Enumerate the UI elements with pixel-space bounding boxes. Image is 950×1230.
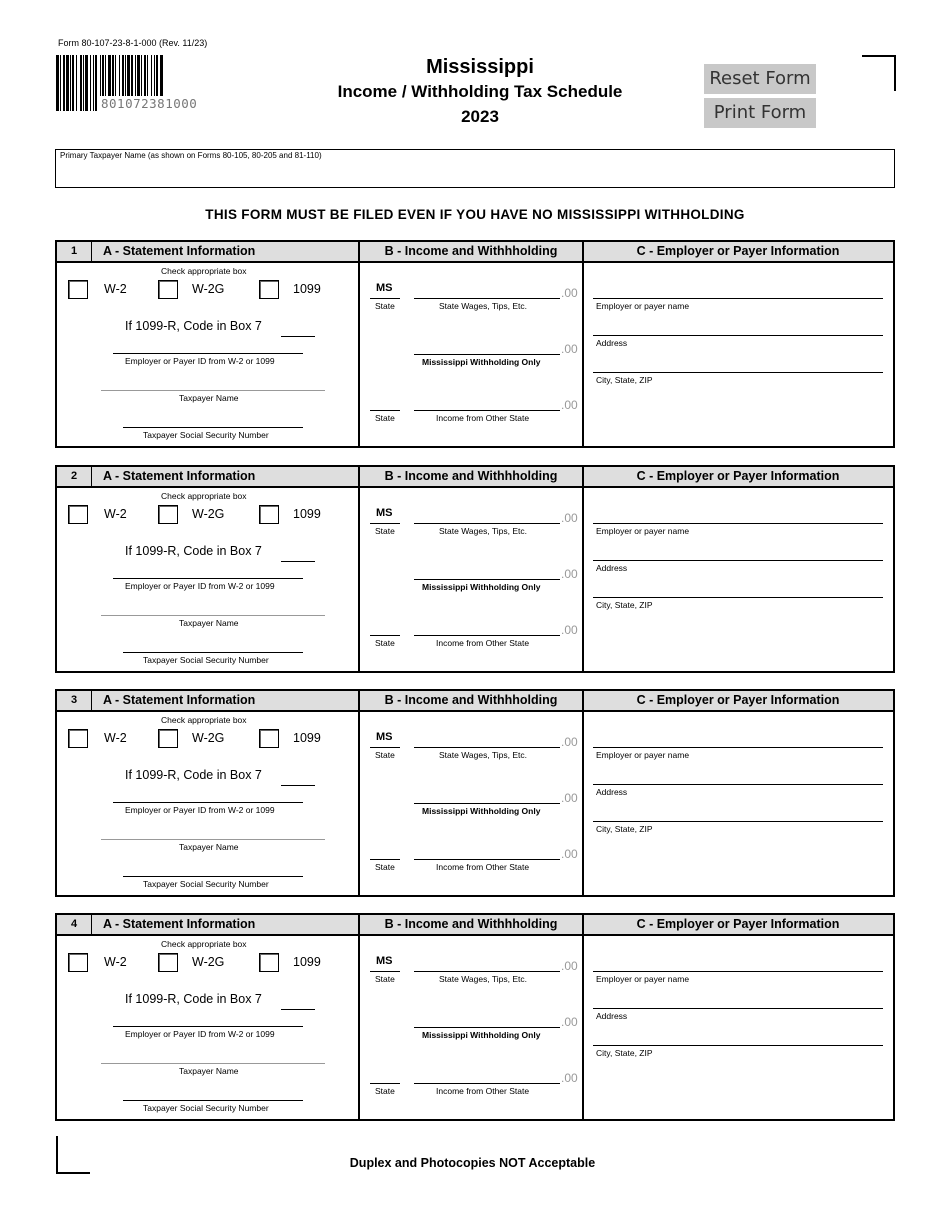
reset-form-button[interactable]: Reset Form xyxy=(704,64,816,94)
column-divider xyxy=(582,467,584,671)
1099-label: 1099 xyxy=(293,282,321,296)
other-income-label: Income from Other State xyxy=(436,413,530,423)
statement-block-3 xyxy=(55,689,895,897)
column-divider xyxy=(582,915,584,1119)
employer-name-label: Employer or payer name xyxy=(596,974,690,984)
ms-withholding-label: Mississippi Withholding Only xyxy=(422,806,541,816)
w2g-checkbox[interactable] xyxy=(158,505,178,524)
w2-checkbox[interactable] xyxy=(68,953,88,972)
registration-mark-bottom-left xyxy=(56,1136,90,1174)
1099-checkbox[interactable] xyxy=(259,729,279,748)
statement-block-2 xyxy=(55,465,895,673)
state-wages-input[interactable] xyxy=(414,747,560,748)
barcode-bar xyxy=(95,55,97,111)
other-income-cents: .00 xyxy=(561,623,578,637)
other-income-input[interactable] xyxy=(414,410,560,411)
city-state-zip-label: City, State, ZIP xyxy=(596,1048,653,1058)
other-state-input[interactable] xyxy=(370,410,400,411)
state-underline xyxy=(370,971,400,972)
other-income-input[interactable] xyxy=(414,1083,560,1084)
column-divider xyxy=(358,242,360,446)
w2-label: W-2 xyxy=(104,282,127,296)
column-divider xyxy=(582,691,584,895)
taxpayer-ssn-input[interactable] xyxy=(123,652,303,653)
employer-id-label: Employer or Payer ID from W-2 or 1099 xyxy=(125,805,275,815)
state-wages-input[interactable] xyxy=(414,523,560,524)
barcode-bar xyxy=(56,55,59,111)
print-form-button[interactable]: Print Form xyxy=(704,98,816,128)
taxpayer-ssn-label: Taxpayer Social Security Number xyxy=(143,1103,269,1113)
state-code: MS xyxy=(376,955,393,967)
other-income-label: Income from Other State xyxy=(436,862,530,872)
address-label: Address xyxy=(596,563,628,573)
w2-label: W-2 xyxy=(104,507,127,521)
ms-withholding-input[interactable] xyxy=(414,354,560,355)
other-state-label: State xyxy=(375,1086,395,1096)
column-b-header: B - Income and Withhholding xyxy=(384,917,558,931)
barcode-bar xyxy=(63,55,65,111)
state-underline xyxy=(370,523,400,524)
state-wages-label: State Wages, Tips, Etc. xyxy=(439,974,528,984)
state-underline xyxy=(370,747,400,748)
statement-header xyxy=(57,915,893,936)
w2g-checkbox[interactable] xyxy=(158,729,178,748)
taxpayer-name-input[interactable] xyxy=(101,390,325,391)
state-wages-label: State Wages, Tips, Etc. xyxy=(439,526,528,536)
address-label: Address xyxy=(596,338,628,348)
state-code: MS xyxy=(376,282,393,294)
barcode-bar xyxy=(93,55,94,111)
column-divider xyxy=(582,242,584,446)
employer-id-input[interactable] xyxy=(113,578,303,579)
ms-withholding-cents: .00 xyxy=(561,342,578,356)
state-wages-cents: .00 xyxy=(561,511,578,525)
ms-withholding-input[interactable] xyxy=(414,803,560,804)
other-income-cents: .00 xyxy=(561,398,578,412)
code-box7-label: If 1099-R, Code in Box 7 xyxy=(125,768,262,782)
ms-withholding-label: Mississippi Withholding Only xyxy=(422,357,541,367)
page-title-year: 2023 xyxy=(461,107,499,126)
taxpayer-name-input[interactable] xyxy=(101,839,325,840)
state-wages-cents: .00 xyxy=(561,286,578,300)
state-wages-input[interactable] xyxy=(414,298,560,299)
ms-withholding-label: Mississippi Withholding Only xyxy=(422,582,541,592)
statement-number: 1 xyxy=(57,242,92,261)
state-code: MS xyxy=(376,507,393,519)
other-state-label: State xyxy=(375,638,395,648)
1099-checkbox[interactable] xyxy=(259,953,279,972)
state-code: MS xyxy=(376,731,393,743)
address-label: Address xyxy=(596,1011,628,1021)
w2g-label: W-2G xyxy=(192,507,225,521)
barcode-bar xyxy=(90,55,91,111)
barcode-bar xyxy=(85,55,88,111)
state-label: State xyxy=(375,750,395,760)
statement-block-1 xyxy=(55,240,895,448)
column-c-header: C - Employer or Payer Information xyxy=(636,693,840,707)
statement-number: 3 xyxy=(57,691,92,710)
city-state-zip-label: City, State, ZIP xyxy=(596,375,653,385)
state-label: State xyxy=(375,526,395,536)
other-income-label: Income from Other State xyxy=(436,1086,530,1096)
column-divider xyxy=(358,691,360,895)
w2g-label: W-2G xyxy=(192,955,225,969)
employer-id-label: Employer or Payer ID from W-2 or 1099 xyxy=(125,356,275,366)
column-a-header: A - Statement Information xyxy=(103,693,256,707)
1099-label: 1099 xyxy=(293,955,321,969)
city-state-zip-input[interactable] xyxy=(593,597,883,598)
filing-notice: THIS FORM MUST BE FILED EVEN IF YOU HAVE NO MISSISSIPPI WITHHOLDING xyxy=(205,207,745,222)
column-divider xyxy=(358,915,360,1119)
other-income-input[interactable] xyxy=(414,859,560,860)
column-a-header: A - Statement Information xyxy=(103,244,256,258)
check-box-hint: Check appropriate box xyxy=(161,491,247,501)
code-box7-input[interactable] xyxy=(281,561,315,562)
w2g-checkbox[interactable] xyxy=(158,280,178,299)
employer-name-input[interactable] xyxy=(593,971,883,972)
ms-withholding-input[interactable] xyxy=(414,1027,560,1028)
code-box7-input[interactable] xyxy=(281,1009,315,1010)
employer-name-label: Employer or payer name xyxy=(596,526,690,536)
other-state-label: State xyxy=(375,413,395,423)
registration-mark-top-right xyxy=(862,55,896,91)
city-state-zip-label: City, State, ZIP xyxy=(596,824,653,834)
taxpayer-name-label: Taxpayer Name xyxy=(179,842,239,852)
column-c-header: C - Employer or Payer Information xyxy=(636,917,840,931)
ms-withholding-cents: .00 xyxy=(561,791,578,805)
1099-label: 1099 xyxy=(293,731,321,745)
ms-withholding-label: Mississippi Withholding Only xyxy=(422,1030,541,1040)
state-label: State xyxy=(375,974,395,984)
taxpayer-ssn-label: Taxpayer Social Security Number xyxy=(143,879,269,889)
other-state-input[interactable] xyxy=(370,1083,400,1084)
column-b-header: B - Income and Withhholding xyxy=(384,693,558,707)
taxpayer-ssn-input[interactable] xyxy=(123,876,303,877)
w2-label: W-2 xyxy=(104,955,127,969)
barcode-bar xyxy=(83,55,84,111)
1099-label: 1099 xyxy=(293,507,321,521)
employer-name-input[interactable] xyxy=(593,298,883,299)
state-wages-label: State Wages, Tips, Etc. xyxy=(439,301,528,311)
ms-withholding-cents: .00 xyxy=(561,567,578,581)
barcode-bar xyxy=(72,55,74,111)
column-a-header: A - Statement Information xyxy=(103,469,256,483)
primary-taxpayer-name-field[interactable] xyxy=(55,149,895,188)
column-b-header: B - Income and Withhholding xyxy=(384,244,558,258)
w2-checkbox[interactable] xyxy=(68,280,88,299)
w2g-label: W-2G xyxy=(192,282,225,296)
column-a-header: A - Statement Information xyxy=(103,917,256,931)
employer-id-label: Employer or Payer ID from W-2 or 1099 xyxy=(125,581,275,591)
employer-id-input[interactable] xyxy=(113,1026,303,1027)
taxpayer-ssn-input[interactable] xyxy=(123,427,303,428)
statement-header xyxy=(57,467,893,488)
employer-id-input[interactable] xyxy=(113,802,303,803)
city-state-zip-input[interactable] xyxy=(593,821,883,822)
barcode-bar xyxy=(70,55,71,111)
column-b-header: B - Income and Withhholding xyxy=(384,469,558,483)
check-box-hint: Check appropriate box xyxy=(161,715,247,725)
taxpayer-name-input[interactable] xyxy=(101,615,325,616)
taxpayer-ssn-input[interactable] xyxy=(123,1100,303,1101)
statement-number: 4 xyxy=(57,915,92,934)
state-underline xyxy=(370,298,400,299)
city-state-zip-label: City, State, ZIP xyxy=(596,600,653,610)
statement-block-4 xyxy=(55,913,895,1121)
other-income-cents: .00 xyxy=(561,847,578,861)
state-wages-cents: .00 xyxy=(561,735,578,749)
other-state-label: State xyxy=(375,862,395,872)
employer-name-input[interactable] xyxy=(593,523,883,524)
form-number: Form 80-107-23-8-1-000 (Rev. 11/23) xyxy=(58,38,208,48)
barcode-bar xyxy=(80,55,82,111)
code-box7-label: If 1099-R, Code in Box 7 xyxy=(125,319,262,333)
taxpayer-ssn-label: Taxpayer Social Security Number xyxy=(143,430,269,440)
taxpayer-name-label: Taxpayer Name xyxy=(179,393,239,403)
w2-checkbox[interactable] xyxy=(68,505,88,524)
barcode-number: 801072381000 xyxy=(101,96,198,111)
state-wages-input[interactable] xyxy=(414,971,560,972)
page-title-schedule: Income / Withholding Tax Schedule xyxy=(337,82,623,101)
check-box-hint: Check appropriate box xyxy=(161,266,247,276)
other-income-label: Income from Other State xyxy=(436,638,530,648)
address-input[interactable] xyxy=(593,784,883,785)
taxpayer-name-label: Taxpayer Name xyxy=(179,1066,239,1076)
1099-checkbox[interactable] xyxy=(259,280,279,299)
w2-label: W-2 xyxy=(104,731,127,745)
address-input[interactable] xyxy=(593,560,883,561)
column-c-header: C - Employer or Payer Information xyxy=(636,469,840,483)
w2g-checkbox[interactable] xyxy=(158,953,178,972)
code-box7-input[interactable] xyxy=(281,785,315,786)
state-label: State xyxy=(375,301,395,311)
page-title-state: Mississippi xyxy=(426,56,534,78)
ms-withholding-input[interactable] xyxy=(414,579,560,580)
statement-header xyxy=(57,691,893,712)
statement-number: 2 xyxy=(57,467,92,486)
ms-withholding-cents: .00 xyxy=(561,1015,578,1029)
other-income-cents: .00 xyxy=(561,1071,578,1085)
city-state-zip-input[interactable] xyxy=(593,372,883,373)
city-state-zip-input[interactable] xyxy=(593,1045,883,1046)
w2-checkbox[interactable] xyxy=(68,729,88,748)
employer-id-input[interactable] xyxy=(113,353,303,354)
other-income-input[interactable] xyxy=(414,635,560,636)
w2g-label: W-2G xyxy=(192,731,225,745)
state-wages-cents: .00 xyxy=(561,959,578,973)
check-box-hint: Check appropriate box xyxy=(161,939,247,949)
taxpayer-ssn-label: Taxpayer Social Security Number xyxy=(143,655,269,665)
code-box7-label: If 1099-R, Code in Box 7 xyxy=(125,992,262,1006)
other-state-input[interactable] xyxy=(370,635,400,636)
footer-notice: Duplex and Photocopies NOT Acceptable xyxy=(349,1156,596,1170)
employer-name-label: Employer or payer name xyxy=(596,301,690,311)
address-input[interactable] xyxy=(593,1008,883,1009)
other-state-input[interactable] xyxy=(370,859,400,860)
statement-header xyxy=(57,242,893,263)
column-c-header: C - Employer or Payer Information xyxy=(636,244,840,258)
taxpayer-name-input[interactable] xyxy=(101,1063,325,1064)
address-input[interactable] xyxy=(593,335,883,336)
taxpayer-name-label: Taxpayer Name xyxy=(179,618,239,628)
code-box7-input[interactable] xyxy=(281,336,315,337)
primary-taxpayer-name-label: Primary Taxpayer Name (as shown on Forms 80-105, 80-205 and 81-110) xyxy=(60,151,322,160)
code-box7-label: If 1099-R, Code in Box 7 xyxy=(125,544,262,558)
state-wages-label: State Wages, Tips, Etc. xyxy=(439,750,528,760)
barcode-bar xyxy=(60,55,61,111)
barcode-bar xyxy=(76,55,77,111)
employer-id-label: Employer or Payer ID from W-2 or 1099 xyxy=(125,1029,275,1039)
1099-checkbox[interactable] xyxy=(259,505,279,524)
column-divider xyxy=(358,467,360,671)
employer-name-label: Employer or payer name xyxy=(596,750,690,760)
address-label: Address xyxy=(596,787,628,797)
employer-name-input[interactable] xyxy=(593,747,883,748)
barcode-bar xyxy=(66,55,69,111)
